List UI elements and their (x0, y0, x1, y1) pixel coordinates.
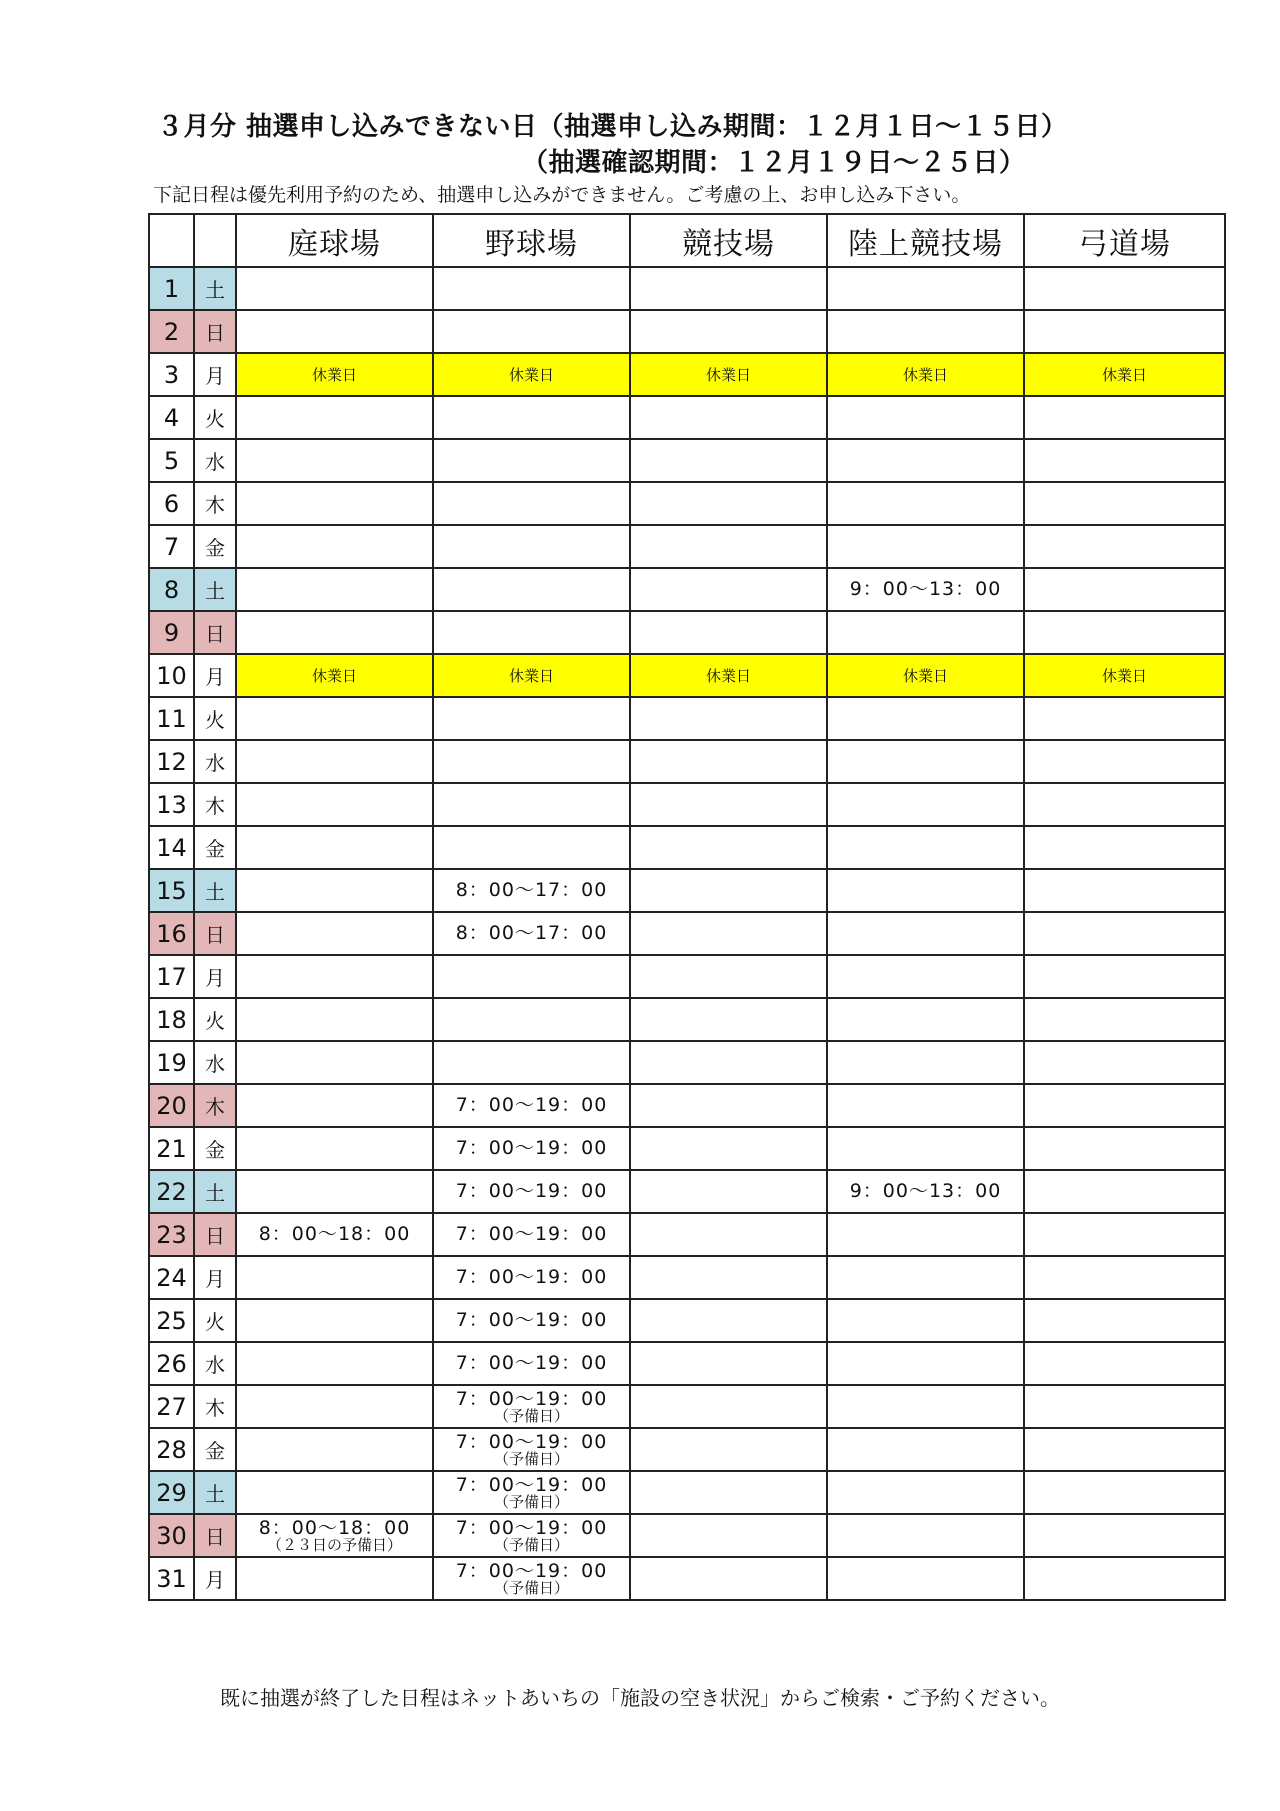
empty-cell (827, 310, 1024, 353)
empty-cell (236, 310, 433, 353)
weekday: 土 (194, 267, 236, 310)
empty-cell (1024, 1557, 1225, 1600)
day-number: 1 (149, 267, 194, 310)
reserve-day-note: （予備日） (493, 1578, 569, 1597)
table-row (149, 439, 1225, 482)
day-number: 15 (149, 869, 194, 912)
table-row (149, 525, 1225, 568)
empty-cell (630, 998, 827, 1041)
empty-cell (827, 740, 1024, 783)
empty-cell (630, 869, 827, 912)
table-row (149, 955, 1225, 998)
empty-cell (630, 955, 827, 998)
notice-text: 下記日程は優先利用予約のため、抽選申し込みができません。ご考慮の上、お申し込み下さい。 (153, 184, 971, 206)
weekday: 木 (194, 482, 236, 525)
empty-cell (827, 482, 1024, 525)
table-row (149, 1342, 1225, 1385)
weekday: 月 (194, 353, 236, 396)
empty-cell (236, 267, 433, 310)
table-row (149, 1514, 1225, 1557)
empty-cell (236, 1471, 433, 1514)
day-number: 30 (149, 1514, 194, 1557)
empty-cell (1024, 267, 1225, 310)
empty-cell (1024, 482, 1225, 525)
weekday: 水 (194, 1041, 236, 1084)
day-number: 5 (149, 439, 194, 482)
reserved-time-cell (433, 1385, 630, 1428)
day-number: 10 (149, 654, 194, 697)
table-row (149, 1256, 1225, 1299)
table-row (149, 611, 1225, 654)
empty-cell (1024, 1385, 1225, 1428)
footer-note: 既に抽選が終了した日程はネットあいちの「施設の空き状況」からご検索・ご予約ください。 (220, 1686, 1060, 1710)
closed-day-cell: 休業日 (1024, 353, 1225, 396)
empty-cell (236, 1127, 433, 1170)
empty-cell (630, 267, 827, 310)
reserved-time: 7：00～19：00 (455, 1387, 608, 1410)
empty-cell (827, 697, 1024, 740)
empty-cell (236, 525, 433, 568)
empty-cell (236, 912, 433, 955)
empty-cell (827, 1256, 1024, 1299)
empty-cell (827, 1471, 1024, 1514)
empty-cell (236, 955, 433, 998)
empty-cell (630, 482, 827, 525)
empty-cell (827, 912, 1024, 955)
reserved-time-cell: 9：00～13：00 (827, 1170, 1024, 1213)
empty-cell (433, 998, 630, 1041)
column-header-archery: 弓道場 (1024, 214, 1225, 267)
day-number: 4 (149, 396, 194, 439)
empty-cell (433, 611, 630, 654)
table-row (149, 1428, 1225, 1471)
day-number: 3 (149, 353, 194, 396)
empty-cell (630, 1471, 827, 1514)
day-number: 19 (149, 1041, 194, 1084)
weekday: 木 (194, 1084, 236, 1127)
empty-cell (630, 740, 827, 783)
table-row (149, 1299, 1225, 1342)
empty-cell (827, 525, 1024, 568)
empty-cell (827, 1428, 1024, 1471)
column-header-tennis: 庭球場 (236, 214, 433, 267)
page-subtitle: （抽選確認期間：１２月１９日～２５日） (522, 148, 1026, 178)
empty-cell (630, 396, 827, 439)
reserved-time-cell: 7：00～19：00 (433, 1256, 630, 1299)
reserved-time-cell (433, 1428, 630, 1471)
empty-cell (236, 568, 433, 611)
empty-cell (236, 740, 433, 783)
empty-cell (1024, 826, 1225, 869)
weekday: 日 (194, 310, 236, 353)
table-header-row (149, 214, 1225, 267)
day-number: 2 (149, 310, 194, 353)
reserved-time: 8：00～18：00 (258, 1516, 411, 1539)
reserved-time-cell (236, 1514, 433, 1557)
table-row (149, 740, 1225, 783)
reserved-time-cell: 9：00～13：00 (827, 568, 1024, 611)
weekday: 日 (194, 1213, 236, 1256)
table-row (149, 654, 1225, 697)
weekday: 金 (194, 1127, 236, 1170)
reserved-time-cell: 7：00～19：00 (433, 1213, 630, 1256)
empty-cell (236, 396, 433, 439)
empty-cell (827, 1041, 1024, 1084)
empty-cell (630, 1557, 827, 1600)
table-row (149, 869, 1225, 912)
empty-cell (827, 1342, 1024, 1385)
empty-cell (1024, 1342, 1225, 1385)
empty-cell (1024, 998, 1225, 1041)
empty-cell (827, 611, 1024, 654)
table-row (149, 482, 1225, 525)
empty-cell (630, 1256, 827, 1299)
empty-cell (236, 1084, 433, 1127)
table-row (149, 1385, 1225, 1428)
schedule-table (148, 213, 1226, 1601)
empty-cell (630, 783, 827, 826)
day-number: 18 (149, 998, 194, 1041)
reserved-time-cell (433, 1471, 630, 1514)
empty-cell (236, 1256, 433, 1299)
weekday: 月 (194, 1256, 236, 1299)
empty-cell (827, 1084, 1024, 1127)
empty-cell (1024, 611, 1225, 654)
weekday: 木 (194, 783, 236, 826)
day-number: 6 (149, 482, 194, 525)
weekday: 土 (194, 1170, 236, 1213)
empty-cell (236, 869, 433, 912)
reserved-time: 7：00～19：00 (455, 1516, 608, 1539)
empty-cell (433, 568, 630, 611)
weekday: 水 (194, 439, 236, 482)
table-row (149, 697, 1225, 740)
empty-cell (630, 1342, 827, 1385)
reserved-time-cell: 8：00～17：00 (433, 869, 630, 912)
day-number: 12 (149, 740, 194, 783)
day-number: 24 (149, 1256, 194, 1299)
empty-cell (1024, 912, 1225, 955)
empty-cell (1024, 396, 1225, 439)
empty-cell (630, 912, 827, 955)
weekday: 火 (194, 396, 236, 439)
empty-cell (433, 783, 630, 826)
empty-cell (433, 740, 630, 783)
weekday: 火 (194, 998, 236, 1041)
empty-cell (433, 1041, 630, 1084)
day-number: 27 (149, 1385, 194, 1428)
empty-cell (630, 1514, 827, 1557)
empty-cell (236, 826, 433, 869)
reserve-day-note: （２３日の予備日） (266, 1535, 402, 1554)
day-number: 29 (149, 1471, 194, 1514)
reserve-day-note: （予備日） (493, 1492, 569, 1511)
empty-cell (1024, 310, 1225, 353)
empty-cell (827, 826, 1024, 869)
empty-cell (1024, 955, 1225, 998)
empty-cell (827, 783, 1024, 826)
empty-cell (630, 1428, 827, 1471)
empty-cell (236, 1299, 433, 1342)
day-number: 16 (149, 912, 194, 955)
header-weekday-blank (194, 214, 236, 267)
weekday: 月 (194, 955, 236, 998)
table-row (149, 1557, 1225, 1600)
empty-cell (433, 525, 630, 568)
reserved-time-cell: 7：00～19：00 (433, 1299, 630, 1342)
reserved-time-cell (433, 1514, 630, 1557)
empty-cell (1024, 783, 1225, 826)
empty-cell (1024, 740, 1225, 783)
reserve-day-note: （予備日） (493, 1535, 569, 1554)
reserved-time: 7：00～19：00 (455, 1559, 608, 1582)
weekday: 木 (194, 1385, 236, 1428)
table-row (149, 1084, 1225, 1127)
empty-cell (827, 955, 1024, 998)
empty-cell (236, 1342, 433, 1385)
empty-cell (433, 267, 630, 310)
weekday: 月 (194, 1557, 236, 1600)
weekday: 日 (194, 1514, 236, 1557)
table-row (149, 826, 1225, 869)
header-day-blank (149, 214, 194, 267)
day-number: 11 (149, 697, 194, 740)
empty-cell (630, 1385, 827, 1428)
closed-day-cell: 休業日 (1024, 654, 1225, 697)
reserved-time-cell: 7：00～19：00 (433, 1170, 630, 1213)
reserved-time: 7：00～19：00 (455, 1473, 608, 1496)
empty-cell (236, 1041, 433, 1084)
table-row (149, 783, 1225, 826)
empty-cell (1024, 869, 1225, 912)
reserved-time: 7：00～19：00 (455, 1430, 608, 1453)
empty-cell (1024, 525, 1225, 568)
empty-cell (630, 1299, 827, 1342)
day-number: 13 (149, 783, 194, 826)
empty-cell (236, 783, 433, 826)
table-row (149, 1041, 1225, 1084)
empty-cell (433, 482, 630, 525)
day-number: 28 (149, 1428, 194, 1471)
day-number: 23 (149, 1213, 194, 1256)
empty-cell (827, 998, 1024, 1041)
weekday: 土 (194, 1471, 236, 1514)
weekday: 水 (194, 1342, 236, 1385)
weekday: 火 (194, 1299, 236, 1342)
day-number: 26 (149, 1342, 194, 1385)
empty-cell (236, 482, 433, 525)
empty-cell (236, 1428, 433, 1471)
table-row (149, 310, 1225, 353)
closed-day-cell: 休業日 (236, 654, 433, 697)
empty-cell (433, 955, 630, 998)
table-row (149, 998, 1225, 1041)
empty-cell (1024, 1514, 1225, 1557)
reserved-time-cell (433, 1557, 630, 1600)
empty-cell (827, 869, 1024, 912)
empty-cell (827, 1213, 1024, 1256)
day-number: 20 (149, 1084, 194, 1127)
empty-cell (1024, 568, 1225, 611)
weekday: 土 (194, 568, 236, 611)
empty-cell (236, 1385, 433, 1428)
empty-cell (433, 310, 630, 353)
empty-cell (827, 1514, 1024, 1557)
empty-cell (630, 310, 827, 353)
weekday: 月 (194, 654, 236, 697)
empty-cell (630, 1213, 827, 1256)
weekday: 金 (194, 1428, 236, 1471)
empty-cell (630, 568, 827, 611)
empty-cell (236, 1170, 433, 1213)
empty-cell (630, 1084, 827, 1127)
reserved-time-cell: 8：00～18：00 (236, 1213, 433, 1256)
reserved-time-cell: 8：00～17：00 (433, 912, 630, 955)
empty-cell (1024, 1213, 1225, 1256)
weekday: 金 (194, 525, 236, 568)
table-row (149, 1471, 1225, 1514)
reserved-time-cell: 7：00～19：00 (433, 1084, 630, 1127)
reserved-time-cell: 7：00～19：00 (433, 1342, 630, 1385)
empty-cell (630, 525, 827, 568)
empty-cell (1024, 1084, 1225, 1127)
weekday: 火 (194, 697, 236, 740)
column-header-stadium: 競技場 (630, 214, 827, 267)
table-row (149, 396, 1225, 439)
reserved-time-cell: 7：00～19：00 (433, 1127, 630, 1170)
reserve-day-note: （予備日） (493, 1449, 569, 1468)
empty-cell (630, 439, 827, 482)
weekday: 水 (194, 740, 236, 783)
day-number: 8 (149, 568, 194, 611)
closed-day-cell: 休業日 (433, 353, 630, 396)
empty-cell (236, 1557, 433, 1600)
closed-day-cell: 休業日 (433, 654, 630, 697)
empty-cell (433, 697, 630, 740)
empty-cell (630, 697, 827, 740)
empty-cell (827, 267, 1024, 310)
table-row (149, 568, 1225, 611)
closed-day-cell: 休業日 (827, 654, 1024, 697)
closed-day-cell: 休業日 (630, 654, 827, 697)
day-number: 31 (149, 1557, 194, 1600)
empty-cell (1024, 1299, 1225, 1342)
empty-cell (630, 611, 827, 654)
table-row (149, 1170, 1225, 1213)
weekday: 金 (194, 826, 236, 869)
closed-day-cell: 休業日 (827, 353, 1024, 396)
empty-cell (630, 1127, 827, 1170)
empty-cell (827, 1385, 1024, 1428)
day-number: 17 (149, 955, 194, 998)
column-header-baseball: 野球場 (433, 214, 630, 267)
empty-cell (433, 396, 630, 439)
empty-cell (630, 1170, 827, 1213)
empty-cell (1024, 439, 1225, 482)
empty-cell (236, 697, 433, 740)
empty-cell (236, 998, 433, 1041)
empty-cell (433, 826, 630, 869)
empty-cell (1024, 1170, 1225, 1213)
weekday: 日 (194, 611, 236, 654)
table-row (149, 912, 1225, 955)
empty-cell (236, 439, 433, 482)
empty-cell (433, 439, 630, 482)
day-number: 9 (149, 611, 194, 654)
closed-day-cell: 休業日 (236, 353, 433, 396)
empty-cell (1024, 1471, 1225, 1514)
empty-cell (1024, 697, 1225, 740)
table-row (149, 1213, 1225, 1256)
day-number: 25 (149, 1299, 194, 1342)
empty-cell (827, 396, 1024, 439)
day-number: 14 (149, 826, 194, 869)
empty-cell (827, 1299, 1024, 1342)
empty-cell (827, 439, 1024, 482)
closed-day-cell: 休業日 (630, 353, 827, 396)
table-row (149, 1127, 1225, 1170)
reserve-day-note: （予備日） (493, 1406, 569, 1425)
day-number: 22 (149, 1170, 194, 1213)
column-header-athletics: 陸上競技場 (827, 214, 1024, 267)
empty-cell (827, 1127, 1024, 1170)
empty-cell (236, 611, 433, 654)
empty-cell (1024, 1127, 1225, 1170)
empty-cell (630, 1041, 827, 1084)
empty-cell (1024, 1256, 1225, 1299)
weekday: 土 (194, 869, 236, 912)
day-number: 7 (149, 525, 194, 568)
empty-cell (630, 826, 827, 869)
table-row (149, 267, 1225, 310)
empty-cell (1024, 1041, 1225, 1084)
table-row (149, 353, 1225, 396)
day-number: 21 (149, 1127, 194, 1170)
schedule-body (149, 267, 1225, 1600)
empty-cell (1024, 1428, 1225, 1471)
weekday: 日 (194, 912, 236, 955)
empty-cell (827, 1557, 1024, 1600)
page-title: ３月分 抽選申し込みできない日（抽選申し込み期間：１２月１日～１５日） (157, 112, 1068, 142)
